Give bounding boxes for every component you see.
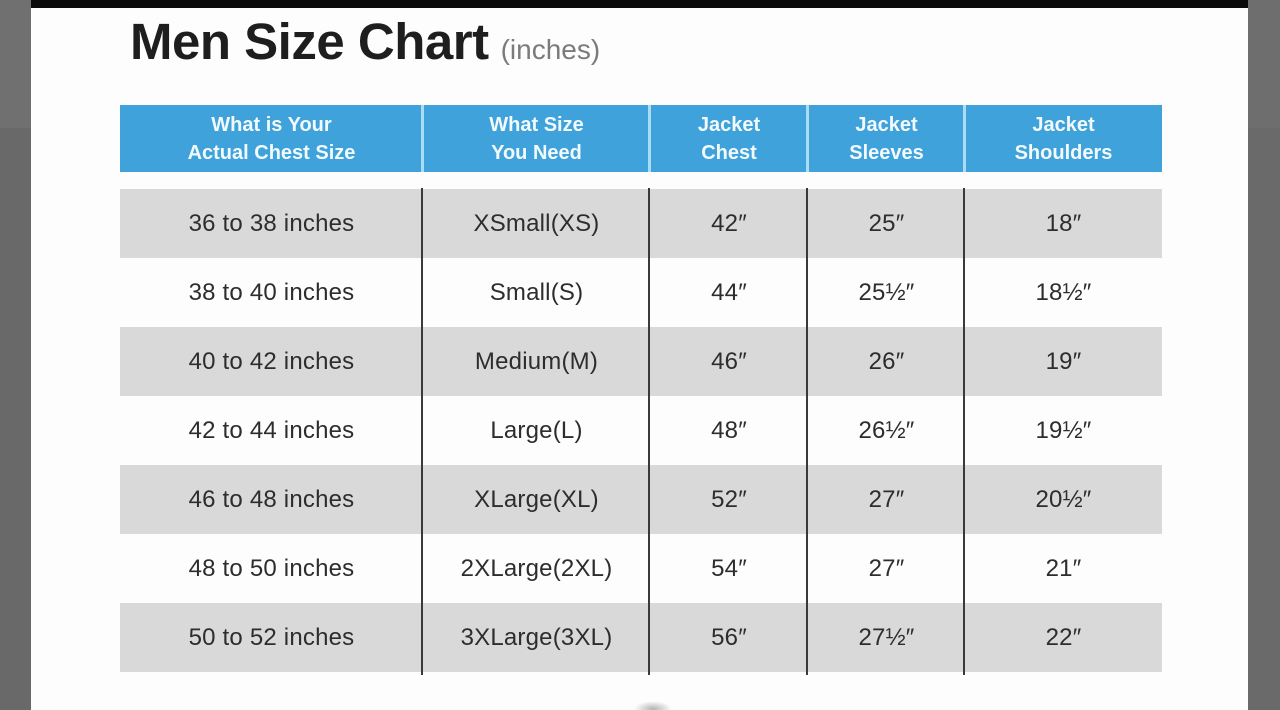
- page-title-text: Men Size Chart: [130, 13, 489, 70]
- jacket-sleeves-cell: 26″: [868, 347, 905, 375]
- table-row: [120, 534, 1162, 603]
- table-row: [120, 465, 1162, 534]
- left-letterbox-strip: [0, 0, 31, 710]
- header-size-you-need: [423, 105, 650, 172]
- size-needed-cell: 2XLarge(2XL): [460, 554, 613, 582]
- table-header-row: [120, 105, 1162, 172]
- header-line: Jacket: [855, 113, 918, 136]
- header-actual-chest-size: [120, 105, 423, 172]
- actual-chest-size-cell: 50 to 52 inches: [188, 623, 355, 651]
- header-separator: [421, 105, 424, 172]
- jacket-chest-cell: 42″: [711, 209, 747, 237]
- header-line: What is Your: [211, 113, 332, 136]
- header-separator: [648, 105, 651, 172]
- column-divider: [648, 188, 650, 675]
- jacket-shoulders-cell: 20½″: [1035, 485, 1092, 513]
- bottom-edge-artifact: [634, 701, 672, 710]
- column-divider: [963, 188, 965, 675]
- table-row: [120, 396, 1162, 465]
- page-title-unit: (inches): [500, 34, 601, 65]
- actual-chest-size-cell: 42 to 44 inches: [188, 416, 355, 444]
- jacket-chest-cell: 52″: [711, 485, 747, 513]
- table-row: [120, 189, 1162, 258]
- header-jacket-sleeves: [808, 105, 965, 172]
- men-size-chart-table: [120, 105, 1162, 672]
- actual-chest-size-cell: 46 to 48 inches: [188, 485, 355, 513]
- header-line: Chest: [701, 141, 757, 164]
- actual-chest-size-cell: 38 to 40 inches: [188, 278, 355, 306]
- column-divider: [421, 188, 423, 675]
- header-jacket-shoulders: [965, 105, 1162, 172]
- actual-chest-size-cell: 48 to 50 inches: [188, 554, 355, 582]
- size-needed-cell: Large(L): [490, 416, 583, 444]
- header-jacket-chest: [650, 105, 808, 172]
- jacket-shoulders-cell: 19″: [1045, 347, 1082, 375]
- jacket-chest-cell: 44″: [711, 278, 747, 306]
- right-letterbox-strip: [1248, 0, 1280, 710]
- jacket-sleeves-cell: 27″: [868, 485, 905, 513]
- table-row: [120, 258, 1162, 327]
- jacket-sleeves-cell: 27½″: [858, 623, 915, 651]
- header-line: Jacket: [697, 113, 761, 136]
- size-needed-cell: 3XLarge(3XL): [460, 623, 613, 651]
- jacket-chest-cell: 54″: [711, 554, 747, 582]
- size-needed-cell: Medium(M): [474, 347, 599, 375]
- actual-chest-size-cell: 36 to 38 inches: [188, 209, 355, 237]
- jacket-sleeves-cell: 25½″: [858, 278, 915, 306]
- size-needed-cell: Small(S): [489, 278, 584, 306]
- header-separator: [806, 105, 809, 172]
- jacket-chest-cell: 48″: [711, 416, 747, 444]
- header-line: Jacket: [1032, 113, 1095, 136]
- size-needed-cell: XSmall(XS): [473, 209, 600, 237]
- page-title: [130, 12, 600, 71]
- header-line: What Size: [489, 113, 584, 136]
- header-line: Shoulders: [1014, 141, 1113, 164]
- jacket-shoulders-cell: 19½″: [1035, 416, 1092, 444]
- jacket-shoulders-cell: 18½″: [1035, 278, 1092, 306]
- actual-chest-size-cell: 40 to 42 inches: [188, 347, 355, 375]
- jacket-chest-cell: 56″: [711, 623, 747, 651]
- jacket-sleeves-cell: 26½″: [858, 416, 915, 444]
- header-separator: [963, 105, 966, 172]
- table-row: [120, 327, 1162, 396]
- header-line: Sleeves: [849, 141, 924, 164]
- header-line: Actual Chest Size: [187, 141, 356, 164]
- jacket-chest-cell: 46″: [711, 347, 747, 375]
- jacket-sleeves-cell: 25″: [868, 209, 905, 237]
- table-row: [120, 603, 1162, 672]
- header-line: You Need: [491, 141, 582, 164]
- column-divider: [806, 188, 808, 675]
- jacket-shoulders-cell: 22″: [1045, 623, 1082, 651]
- top-black-bar: [31, 0, 1248, 8]
- size-needed-cell: XLarge(XL): [474, 485, 599, 513]
- jacket-shoulders-cell: 18″: [1045, 209, 1082, 237]
- table-body: [120, 189, 1162, 672]
- jacket-sleeves-cell: 27″: [868, 554, 905, 582]
- jacket-shoulders-cell: 21″: [1045, 554, 1082, 582]
